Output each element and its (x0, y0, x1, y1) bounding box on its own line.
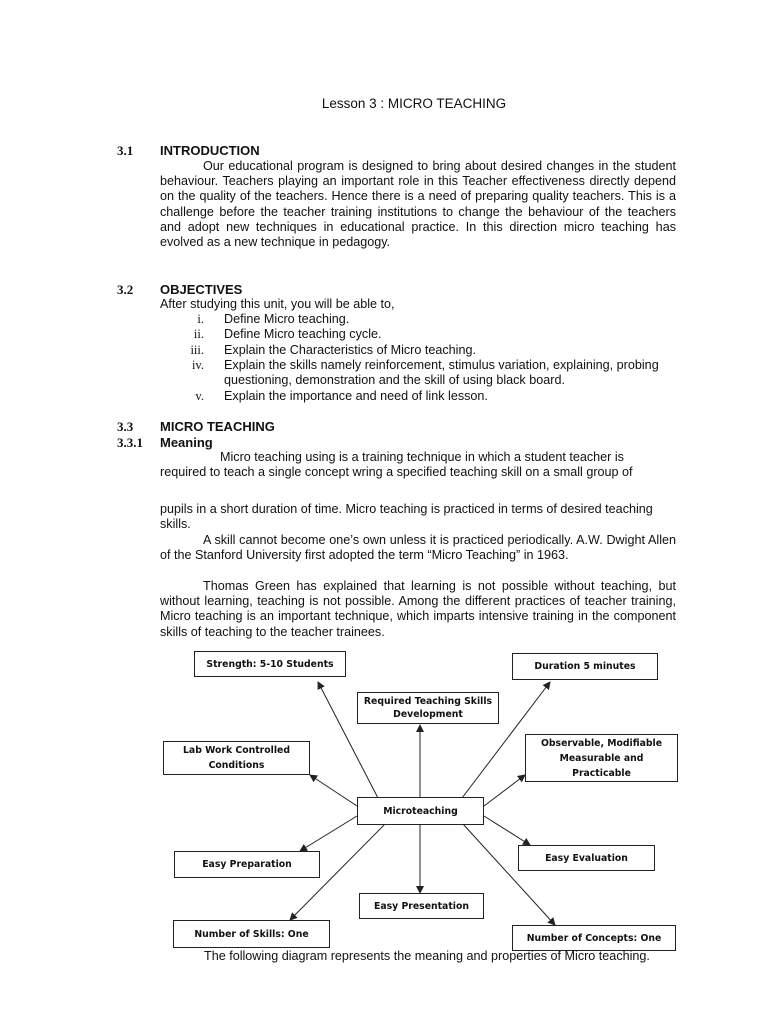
diagram-box-number-of-skills: Number of Skills: One (173, 920, 330, 948)
meaning-paragraph-2: pupils in a short duration of time. Micro teaching is practiced in terms of desired teaching skills. (160, 502, 653, 532)
objective-text: Explain the skills namely reinforcement, stimulus variation, explaining, probing questioning, demonstration and the skill of using black board. (224, 358, 659, 388)
section-number-intro: 3.1 (117, 143, 134, 158)
objective-text: Explain the importance and need of link lesson. (224, 389, 488, 403)
subsection-number-meaning: 3.3.1 (117, 435, 143, 450)
objective-number: iv. (191, 358, 204, 372)
meaning-paragraph-4: Thomas Green has explained that learning is not possible without teaching, but without learning, teaching is not possible. Among the different practices of teacher training, Micro teaching is an important technique, which imparts intensive training in the component skills of teaching to the teacher trainees. (160, 579, 676, 639)
diagram-box-microteaching: Microteaching (357, 797, 484, 825)
objective-number: v. (195, 389, 204, 403)
meaning-paragraph-1: Micro teaching using is a training technique in which a student teacher is required to teach a single concept wring a specified teaching skill on a small group of (160, 450, 633, 480)
objectives-intro: After studying this unit, you will be able to, (160, 297, 395, 311)
objective-number: iii. (190, 343, 204, 357)
diagram-box-strength: Strength: 5-10 Students (194, 651, 346, 677)
objective-number: ii. (193, 327, 204, 341)
page-title: Lesson 3 : MICRO TEACHING (321, 96, 507, 111)
objective-number: i. (197, 312, 204, 326)
arrow-to-easy-evaluation (484, 816, 530, 845)
diagram-box-number-of-concepts: Number of Concepts: One (512, 925, 676, 951)
section-number-micro: 3.3 (117, 419, 134, 434)
diagram-caption: The following diagram represents the meaning and properties of Micro teaching. (204, 949, 650, 963)
arrow-to-easy-preparation (300, 816, 357, 851)
diagram-box-observable: Observable, Modifiable Measurable and Practicable (525, 734, 678, 782)
intro-paragraph: Our educational program is designed to bring about desired changes in the student behaviour. Teachers playing an important role in this Teacher effectiveness directly depend on the quality of the teachers. Hence there is a need of preparing quality teachers. This is a challenge before the teacher training institutions to change the behaviour of the teachers and adopt new techniques in educational practice. In this direction micro teaching has evolved as a new technique in pedagogy. (160, 159, 676, 250)
objective-text: Explain the Characteristics of Micro teaching. (224, 343, 476, 357)
diagram-box-easy-presentation: Easy Presentation (359, 893, 484, 919)
diagram-box-duration: Duration 5 minutes (512, 653, 658, 680)
diagram-box-easy-preparation: Easy Preparation (174, 851, 320, 878)
section-heading-objectives: OBJECTIVES (160, 282, 243, 297)
section-number-objectives: 3.2 (117, 282, 134, 297)
arrow-to-lab-work (310, 775, 357, 806)
diagram-box-easy-evaluation: Easy Evaluation (518, 845, 655, 871)
section-heading-micro: MICRO TEACHING (160, 419, 275, 434)
objective-text: Define Micro teaching cycle. (224, 327, 382, 341)
meaning-paragraph-3: A skill cannot become one’s own unless it is practiced periodically. A.W. Dwight Allen of the Stanford University first adopted the term “Micro Teaching” in 1963. (160, 533, 676, 563)
diagram-box-skills-development: Required Teaching Skills Development (357, 692, 499, 724)
diagram-box-lab-work: Lab Work Controlled Conditions (163, 741, 310, 775)
arrow-to-observable (484, 775, 525, 806)
subsection-heading-meaning: Meaning (160, 435, 213, 450)
section-heading-intro: INTRODUCTION (160, 143, 260, 158)
objective-text: Define Micro teaching. (224, 312, 350, 326)
